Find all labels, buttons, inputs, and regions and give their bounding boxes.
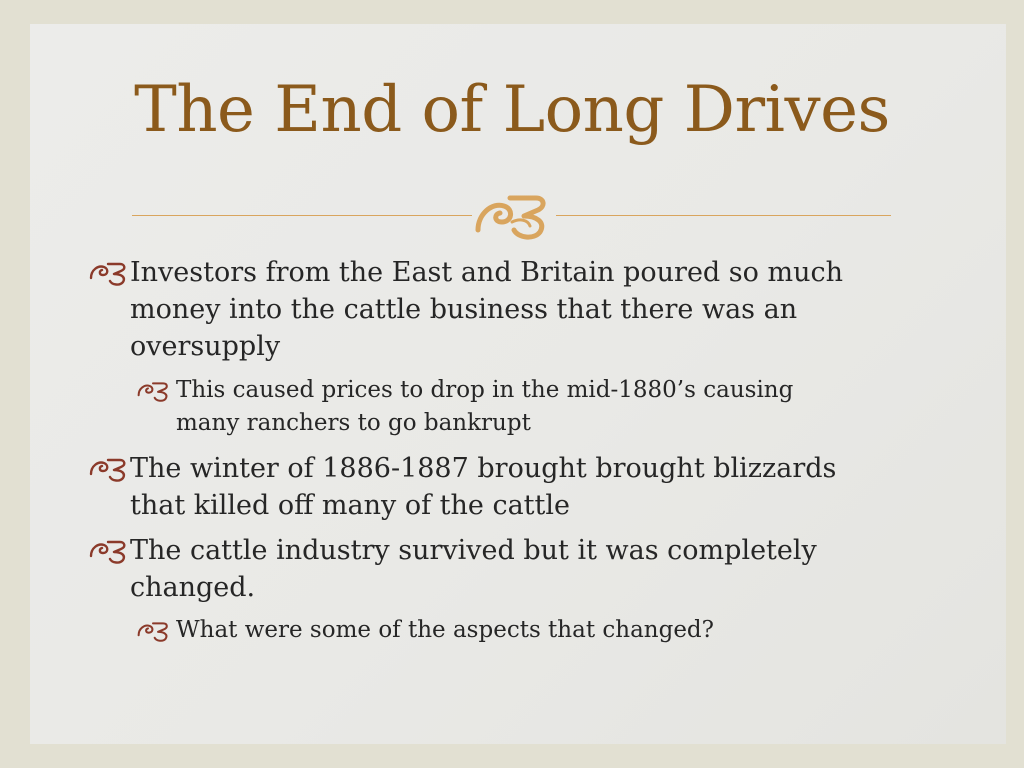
- sub-bullet-text-line: many ranchers to go bankrupt: [176, 410, 531, 436]
- title-divider-right: [556, 215, 891, 216]
- bullet-text-line: oversupply: [130, 331, 281, 362]
- title-divider-left: [132, 215, 472, 216]
- scroll-flourish-icon: [136, 620, 170, 642]
- bullet-text-line: changed.: [130, 572, 256, 603]
- bullet-text-line: money into the cattle business that there was an: [130, 294, 798, 325]
- scroll-flourish-icon: [474, 192, 552, 240]
- scroll-flourish-icon: [88, 538, 128, 564]
- sub-bullet-text-line: What were some of the aspects that changed?: [176, 617, 714, 643]
- scroll-flourish-icon: [88, 260, 128, 286]
- bullet-text-line: The winter of 1886-1887 brought brought blizzards: [130, 453, 837, 484]
- bullet-text-line: Investors from the East and Britain poured so much: [130, 257, 843, 288]
- scroll-flourish-icon: [136, 380, 170, 402]
- slide-title: The End of Long Drives: [134, 73, 890, 147]
- bullet-text-line: that killed off many of the cattle: [130, 490, 570, 521]
- scroll-flourish-icon: [88, 456, 128, 482]
- bullet-text-line: The cattle industry survived but it was completely: [130, 535, 817, 566]
- sub-bullet-text-line: This caused prices to drop in the mid-1880’s causing: [176, 377, 794, 403]
